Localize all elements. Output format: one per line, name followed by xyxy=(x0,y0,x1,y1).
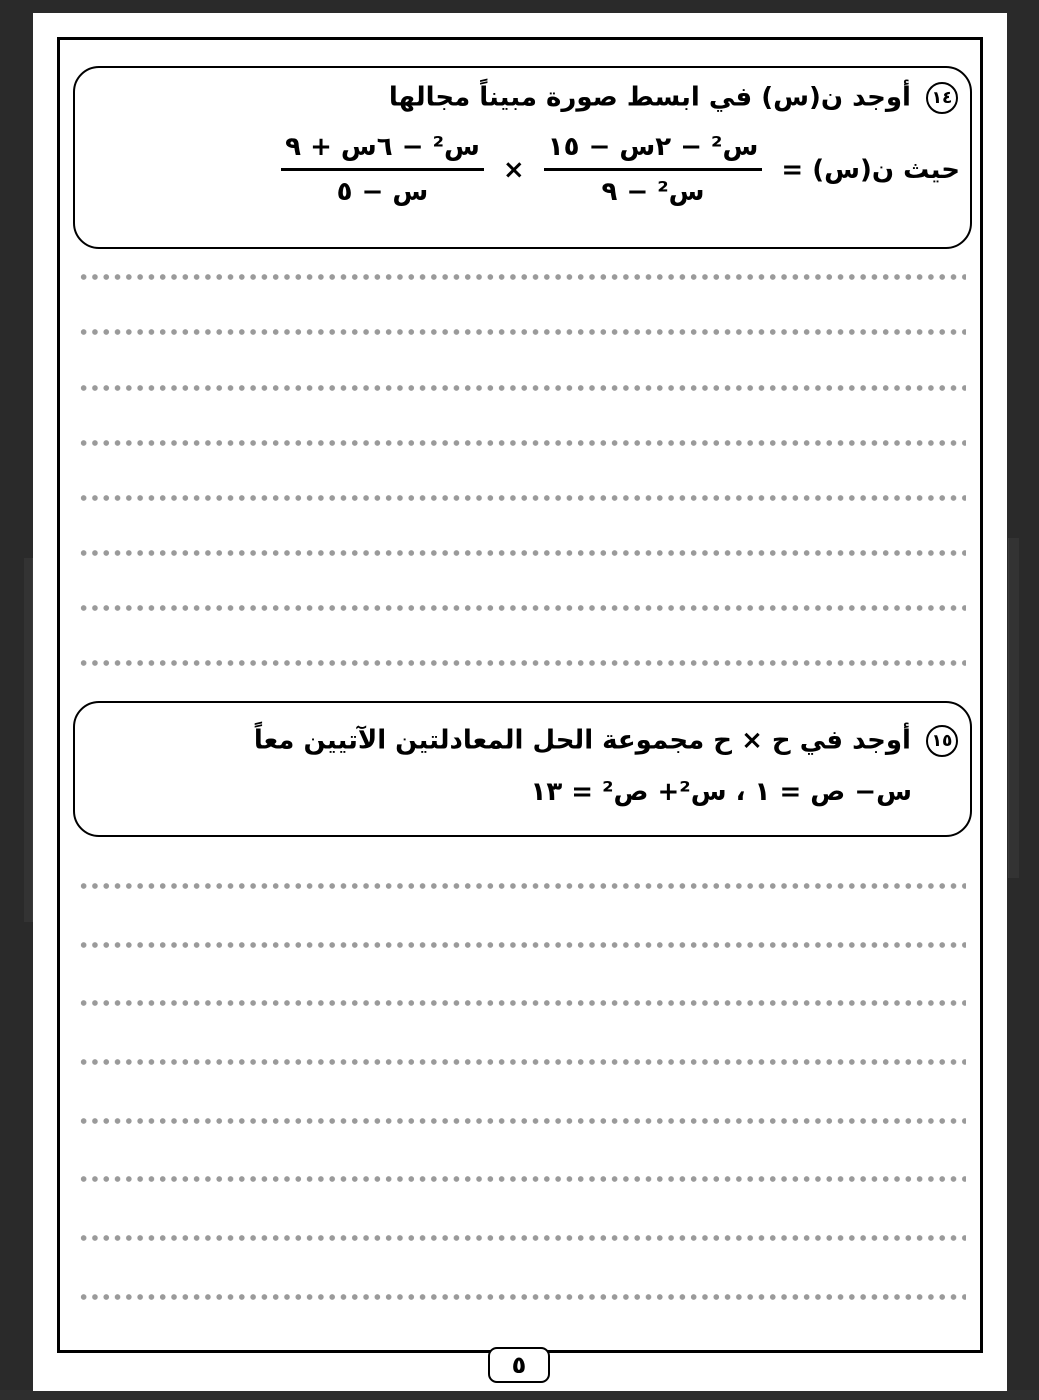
answer-line[interactable] xyxy=(78,495,966,501)
answer-line[interactable] xyxy=(78,550,966,556)
answer-line[interactable] xyxy=(78,1118,966,1124)
background-panel-right xyxy=(1008,538,1019,878)
fraction-2-denominator: س − ٥ xyxy=(336,177,429,207)
fraction-1 xyxy=(544,132,763,207)
question-number-badge: ١٤ xyxy=(926,82,958,114)
background-panel-left xyxy=(24,558,33,922)
page-number: ٥ xyxy=(488,1347,550,1383)
answer-line[interactable] xyxy=(78,329,966,335)
answer-line[interactable] xyxy=(78,660,966,666)
fraction-1-numerator: س² − ٢س − ١٥ xyxy=(544,132,763,171)
answer-line[interactable] xyxy=(78,385,966,391)
answer-line[interactable] xyxy=(78,1059,966,1065)
question-15-text: أوجد في ح × ح مجموعة الحل المعادلتين الآتيين معاً xyxy=(253,725,911,756)
answer-line[interactable] xyxy=(78,883,966,889)
answer-line[interactable] xyxy=(78,1294,966,1300)
question-number-badge: ١٥ xyxy=(926,725,958,757)
fraction-1-denominator: س² − ٩ xyxy=(601,177,705,207)
question-15-box xyxy=(73,701,972,837)
answer-line[interactable] xyxy=(78,1000,966,1006)
fraction-2 xyxy=(281,132,484,207)
answer-line[interactable] xyxy=(78,274,966,280)
answer-line[interactable] xyxy=(78,942,966,948)
answer-line[interactable] xyxy=(78,1176,966,1182)
bottom-toolbar-strip xyxy=(0,1390,1039,1400)
question-14-equation xyxy=(275,132,964,207)
question-14-text: أوجد ن(س) في ابسط صورة مبيناً مجالها xyxy=(388,82,911,113)
question-15-title xyxy=(254,725,958,757)
multiply-operator: × xyxy=(502,154,525,185)
question-14-title xyxy=(389,82,958,114)
equation-prefix: حيث ن(س) = xyxy=(781,154,960,185)
question-15-equations: س− ص = ١ ، س²+ ص² = ١٣ xyxy=(530,777,912,807)
answer-line[interactable] xyxy=(78,1235,966,1241)
fraction-2-numerator: س² − ٦س + ٩ xyxy=(281,132,484,171)
answer-line[interactable] xyxy=(78,440,966,446)
answer-line[interactable] xyxy=(78,605,966,611)
question-14-box xyxy=(73,66,972,249)
